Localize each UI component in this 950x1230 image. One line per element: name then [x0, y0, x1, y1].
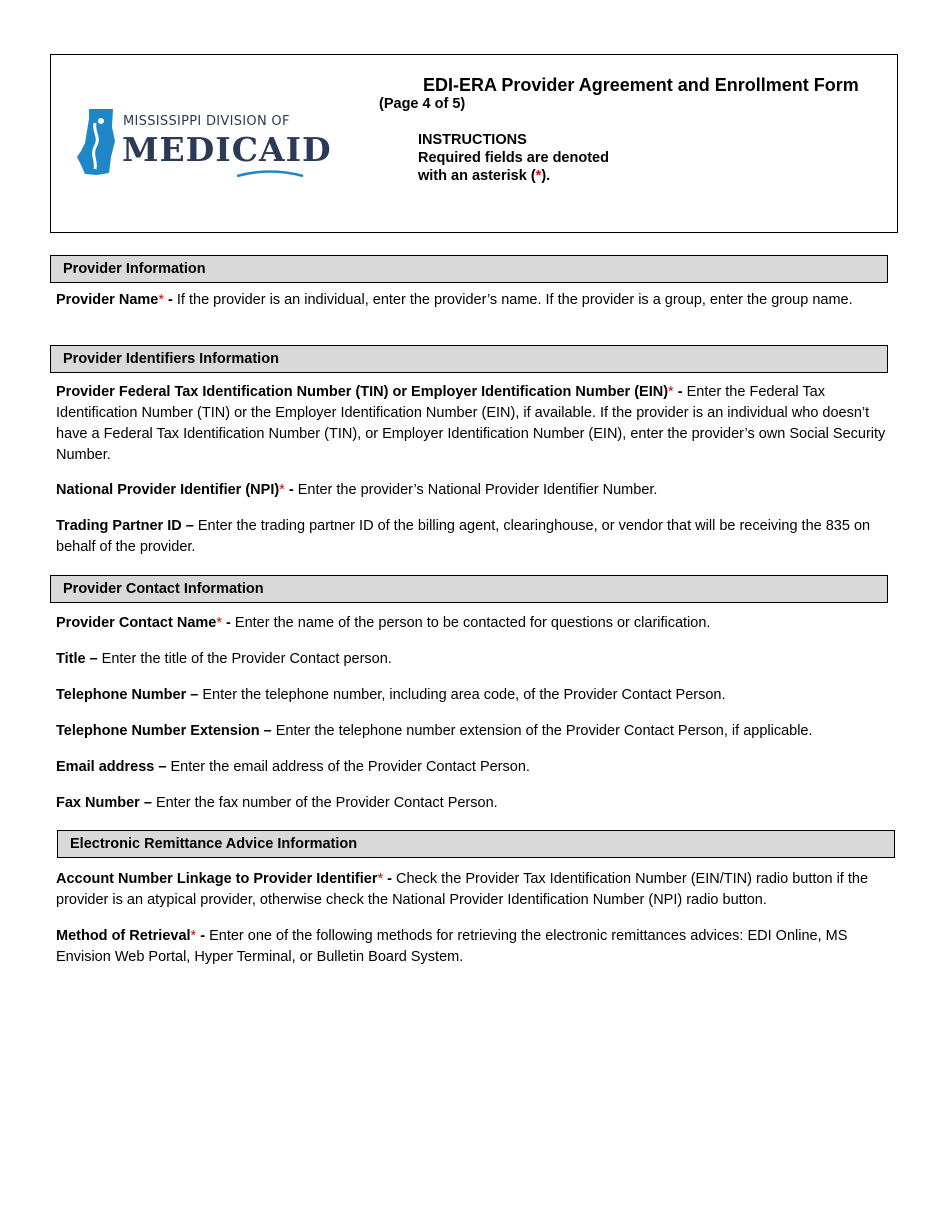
field-trading-partner-id: Trading Partner ID – Enter the trading partner ID of the billing agent, clearinghouse, or vendor that will be receiving the 835 on behalf of the provider. — [56, 518, 871, 555]
instructions-heading: INSTRUCTIONS — [418, 132, 527, 148]
field-telephone-extension: Telephone Number Extension – Enter the telephone number extension of the Provider Contact Person, if applicable. — [56, 723, 813, 739]
section-era-information: Electronic Remittance Advice Information — [57, 830, 895, 858]
field-email: Email address – Enter the email address of the Provider Contact Person. — [56, 759, 530, 775]
instructions-line1: Required fields are denoted — [418, 150, 609, 166]
instructions-line2: with an asterisk (*). — [418, 168, 551, 184]
field-telephone: Telephone Number – Enter the telephone number, including area code, of the Provider Contact Person. — [56, 687, 726, 703]
logo-swoosh-icon — [235, 169, 305, 179]
field-tin-ein: Provider Federal Tax Identification Number (TIN) or Employer Identification Number (EIN)* - Enter the Federal Tax Identification Number (TIN) or the Employer Identification Number (EIN), if available. If the provider is an individual who doesn’t have a Federal Tax Identification Number (TIN), or Employer Identification Number (EIN), enter the provider’s own Social Security Number. — [56, 384, 886, 463]
instructions-block — [418, 131, 609, 185]
logo-division-text: MISSISSIPPI DIVISION OF — [123, 114, 290, 129]
field-account-linkage: Account Number Linkage to Provider Identifier* - Check the Provider Tax Identification Number (EIN/TIN) radio button if the provider is an atypical provider, otherwise check the National Provider Identification Number (NPI) radio button. — [56, 871, 869, 908]
required-asterisk: * — [535, 168, 542, 184]
section-provider-contact: Provider Contact Information — [50, 575, 888, 603]
medicaid-logo — [75, 105, 332, 180]
field-provider-name: Provider Name* - If the provider is an individual, enter the provider’s name. If the provider is a group, enter the group name. — [56, 292, 853, 308]
section-provider-identifiers: Provider Identifiers Information — [50, 345, 888, 373]
field-npi: National Provider Identifier (NPI)* - Enter the provider’s National Provider Identifier Number. — [56, 482, 658, 498]
field-fax: Fax Number – Enter the fax number of the Provider Contact Person. — [56, 795, 498, 811]
field-method-of-retrieval: Method of Retrieval* - Enter one of the following methods for retrieving the electronic remittances advices: EDI Online, MS Envision Web Portal, Hyper Terminal, or Bulletin Board System. — [56, 928, 848, 965]
mississippi-state-icon — [75, 107, 119, 179]
form-title: EDI-ERA Provider Agreement and Enrollment Form — [423, 75, 859, 95]
page-number: (Page 4 of 5) — [379, 96, 466, 112]
field-title: Title – Enter the title of the Provider Contact person. — [56, 651, 392, 667]
section-provider-information: Provider Information — [50, 255, 888, 283]
logo-medicaid-text: MEDICAID — [122, 130, 332, 169]
field-contact-name: Provider Contact Name* - Enter the name of the person to be contacted for questions or clarification. — [56, 615, 711, 631]
form-header — [50, 54, 898, 233]
